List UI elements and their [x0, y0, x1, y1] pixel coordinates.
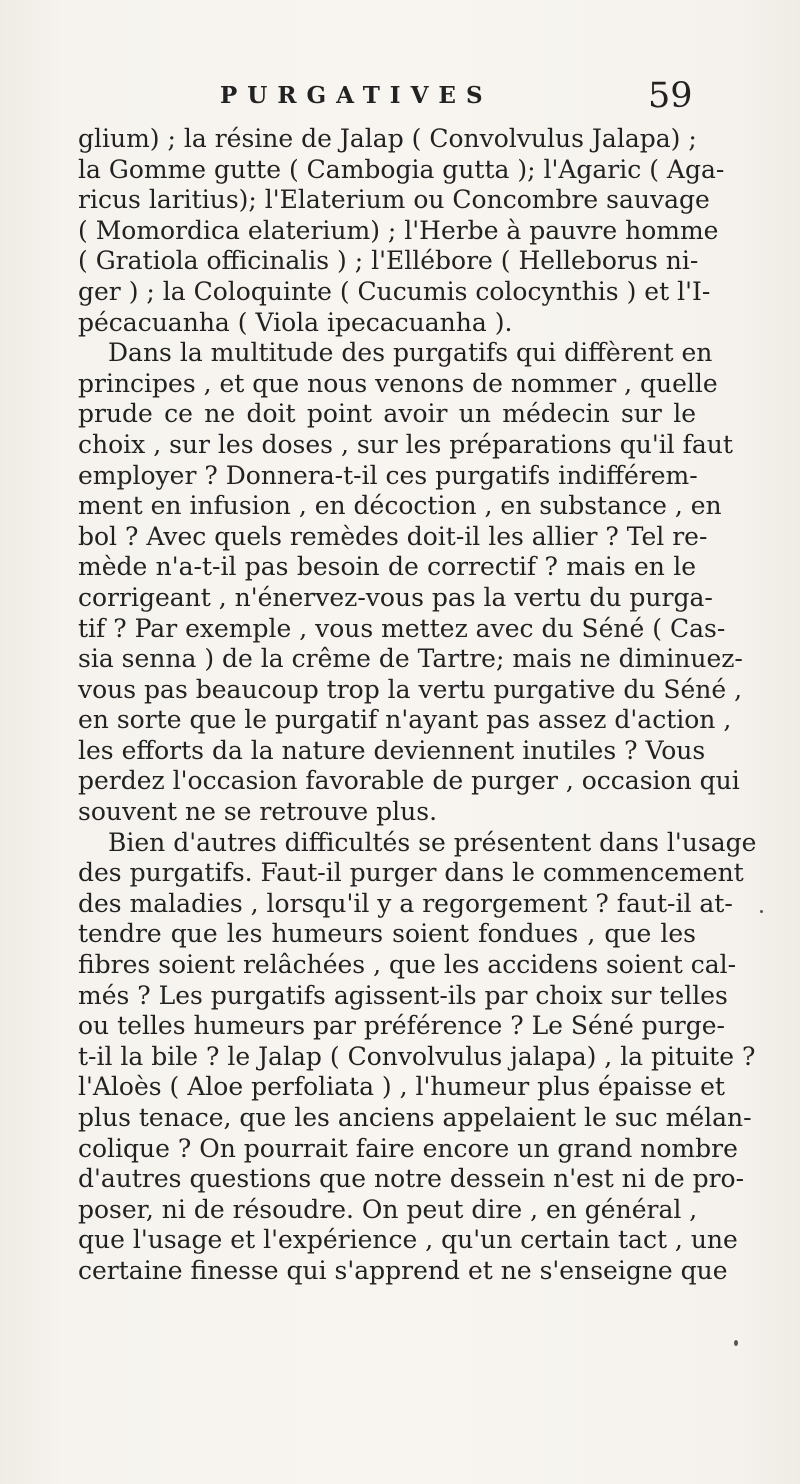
- text-line: tendre que les humeurs soient fondues , que les: [78, 919, 696, 949]
- text-line: l'Aloès ( Aloe perfoliata ) , l'humeur plus épaisse et: [78, 1072, 725, 1102]
- text-line: ricus laritius); l'Elaterium ou Concombre sauvage: [78, 185, 710, 215]
- text-line: des maladies , lorsqu'il y a regorgement ? faut-il at-: [78, 888, 733, 918]
- paragraph-start-line: Bien d'autres difficultés se présentent dans l'usage: [108, 827, 757, 857]
- text-line: més ? Les purgatifs agissent-ils par choix sur telles: [78, 980, 728, 1010]
- text-line: perdez l'occasion favorable de purger , occasion qui: [78, 766, 740, 796]
- text-line: les efforts da la nature deviennent inutiles ? Vous: [78, 735, 706, 765]
- text-line: employer ? Donnera-t-il ces purgatifs indifférem-: [78, 460, 698, 490]
- text-line: ger ) ; la Coloquinte ( Cucumis colocynthis ) et l'I-: [78, 276, 711, 306]
- running-head: [0, 78, 800, 114]
- text-line: fibres soient relâchées , que les accidens soient cal-: [78, 950, 737, 980]
- paper-speck: [734, 1340, 738, 1346]
- text-line: ( Momordica elaterium) ; l'Herbe à pauvre homme: [78, 215, 719, 245]
- text-line: mède n'a-t-il pas besoin de correctif ? mais en le: [78, 552, 696, 582]
- text-line: ( Gratiola officinalis ) ; l'Ellébore ( Helleborus ni-: [78, 246, 699, 276]
- body-text: [78, 124, 757, 1287]
- page-number: 59: [648, 76, 693, 116]
- paragraph-start-line: Dans la multitude des purgatifs qui diffèrent en: [108, 338, 713, 368]
- text-line: pécacuanha ( Viola ipecacuanha ).: [78, 307, 513, 337]
- text-line: bol ? Avec quels remèdes doit-il les allier ? Tel re-: [78, 521, 708, 551]
- text-line: tif ? Par exemple , vous mettez avec du Séné ( Cas-: [78, 613, 726, 643]
- text-line: glium) ; la résine de Jalap ( Convolvulus Jalapa) ;: [78, 124, 697, 153]
- text-line: t-il la bile ? le Jalap ( Convolvulus jalapa) , la pituite ?: [78, 1041, 756, 1071]
- text-line: que l'usage et l'expérience , qu'un certain tact , une: [78, 1225, 738, 1255]
- text-line: ment en infusion , en décoction , en substance , en: [78, 491, 722, 521]
- text-line: ou telles humeurs par préférence ? Le Séné purge-: [78, 1011, 725, 1041]
- running-title: PURGATIVES: [220, 82, 493, 109]
- text-line: colique ? On pourrait faire encore un grand nombre: [78, 1133, 738, 1163]
- text-line: sia senna ) de la crême de Tartre; mais ne diminuez-: [78, 644, 743, 674]
- text-line: plus tenace, que les anciens appelaient le suc mélan-: [78, 1103, 752, 1132]
- text-line: certaine finesse qui s'apprend et ne s'enseigne que: [78, 1255, 728, 1285]
- text-line: poser, ni de résoudre. On peut dire , en général ,: [78, 1194, 698, 1224]
- paper-speck: [760, 910, 763, 913]
- text-line: d'autres questions que notre dessein n'est ni de pro-: [78, 1164, 745, 1194]
- text-line: principes , et que nous venons de nommer , quelle: [78, 368, 718, 398]
- text-line: corrigeant , n'énervez-vous pas la vertu du purga-: [78, 582, 713, 612]
- text-line: choix , sur les doses , sur les préparations qu'il faut: [78, 429, 733, 459]
- text-line: vous pas beaucoup trop la vertu purgative du Séné ,: [78, 674, 743, 704]
- text-line: en sorte que le purgatif n'ayant pas assez d'action ,: [78, 705, 732, 735]
- text-line: prude ce ne doit point avoir un médecin sur le: [78, 399, 696, 429]
- text-line: des purgatifs. Faut-il purger dans le commencement: [78, 858, 744, 888]
- text-line: la Gomme gutte ( Cambogia gutta ); l'Agaric ( Aga-: [78, 154, 725, 184]
- text-line: souvent ne se retrouve plus.: [78, 797, 438, 827]
